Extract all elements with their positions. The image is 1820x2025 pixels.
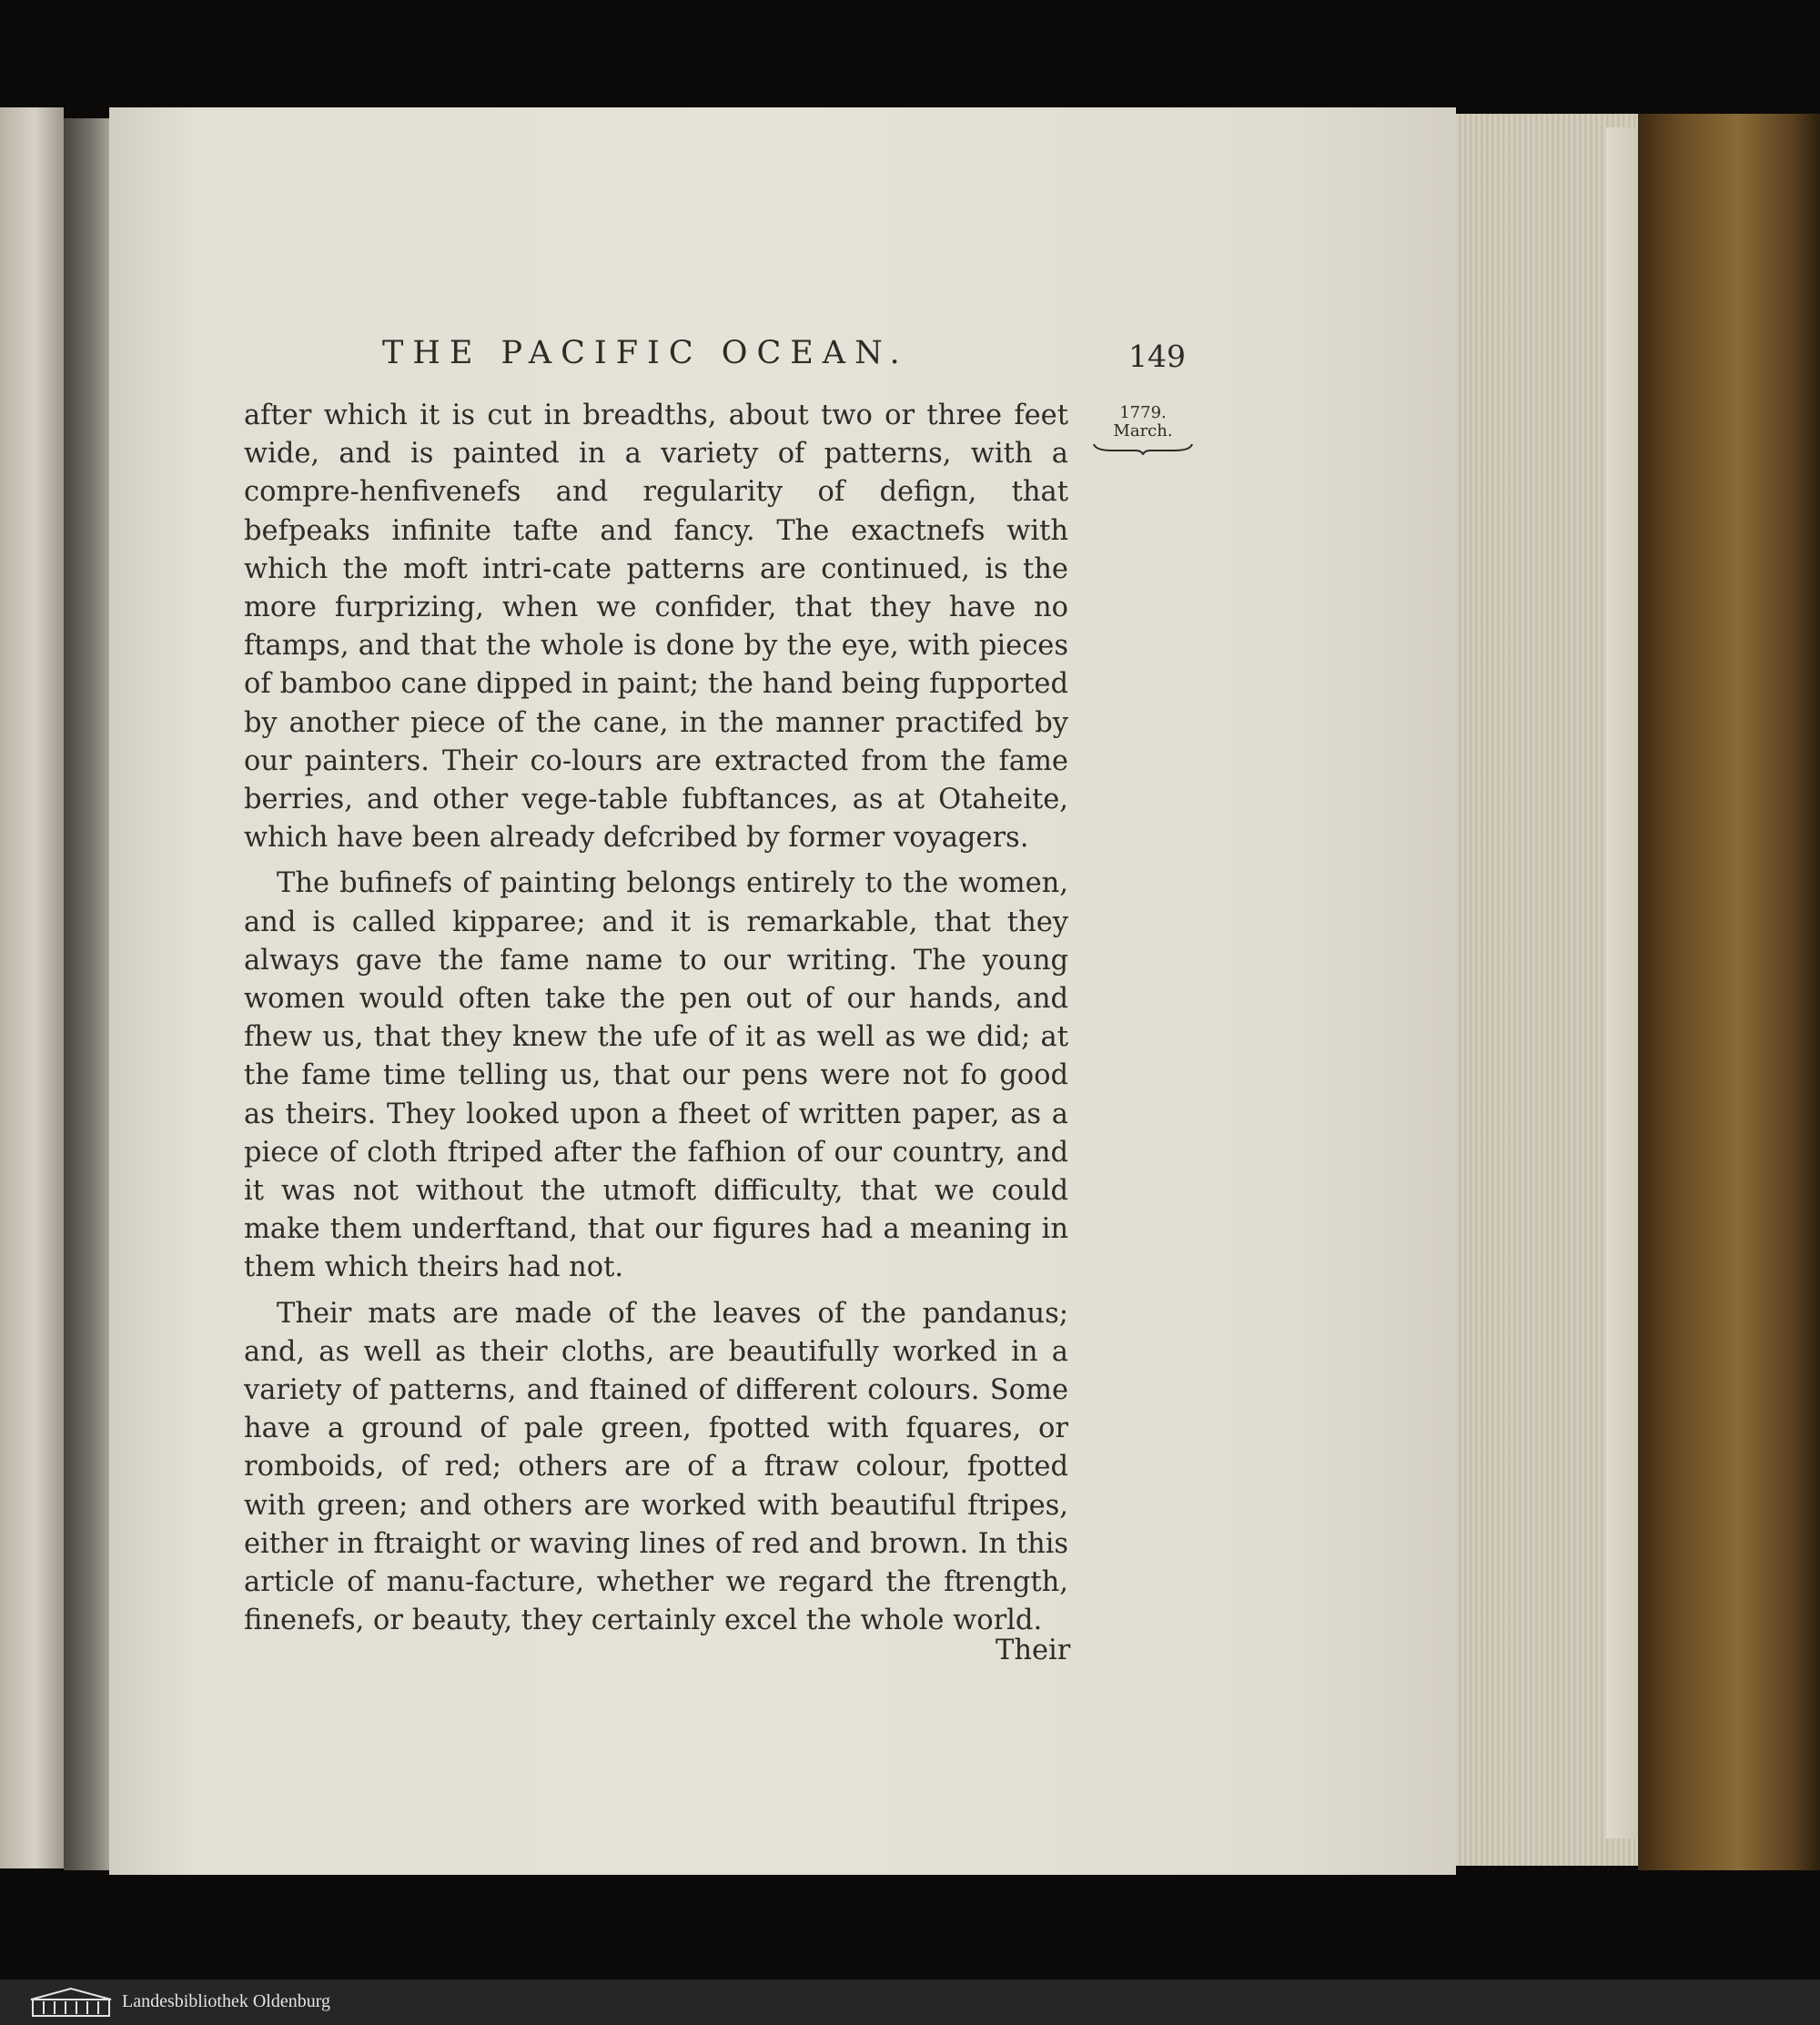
margin-year: 1779. — [1119, 403, 1167, 422]
brace-icon — [1092, 442, 1194, 455]
catchword: Their — [996, 1635, 1071, 1666]
margin-month: March. — [1113, 421, 1173, 440]
facing-page-edge — [0, 107, 64, 1868]
paragraph-1: after which it is cut in breadths, about two or three feet wide, and is painted in a variety of patterns, with a compre-henfivenefs and regularity of defign, that befpeaks infinite tafte and fancy. The exactnefs with which the moft intri-cate patterns are continued, is the more furprizing, when we confider, that they have no ftamps, and that the whole is done by the eye, with pieces of bamboo cane dipped in paint; the hand being fupported by another piece of the cane, in the manner practifed by our painters. Their co-lours are extracted from the fame berries, and other vege-table fubftances, as at Otaheite, which have been already defcribed by former voyagers. — [244, 400, 1068, 855]
page-number: 149 — [1128, 339, 1186, 374]
body-text — [244, 397, 1068, 1641]
book-cover — [1638, 114, 1820, 1870]
running-head: THE PACIFIC OCEAN. — [382, 335, 909, 371]
book-gutter — [64, 118, 109, 1870]
library-name: Landesbibliothek Oldenburg — [122, 1991, 331, 2011]
paragraph-3: Their mats are made of the leaves of the pandanus; and, as well as their cloths, are beautifully worked in a variety of patterns, and ftained of different colours. Some have a ground of pale green, fpotted with fquares, or romboids, of red; others are of a ftraw colour, fpotted with green; and others are worked with beautiful ftripes, either in ftraight or waving lines of red and brown. In this article of manu-facture, whether we regard the ftrength, finenefs, or beauty, they certainly excel the whole world. — [244, 1297, 1068, 1637]
library-building-icon — [27, 1987, 115, 2018]
paragraph-2: The bufinefs of painting belongs entirely to the women, and is called kipparee; and it is remarkable, that they always gave the fame name to our writing. The young women would often take the pen out of our hands, and fhew us, that they knew the ufe of it as well as we did; at the fame time telling us, that our pens were not fo good as theirs. They looked upon a fheet of written paper, as a piece of cloth ftriped after the fafhion of our country, and it was not without the utmoft difficulty, that we could make them underftand, that our figures had a meaning in them which theirs had not. — [244, 867, 1068, 1284]
library-footer — [0, 1979, 1820, 2025]
margin-date-note — [1088, 404, 1198, 455]
